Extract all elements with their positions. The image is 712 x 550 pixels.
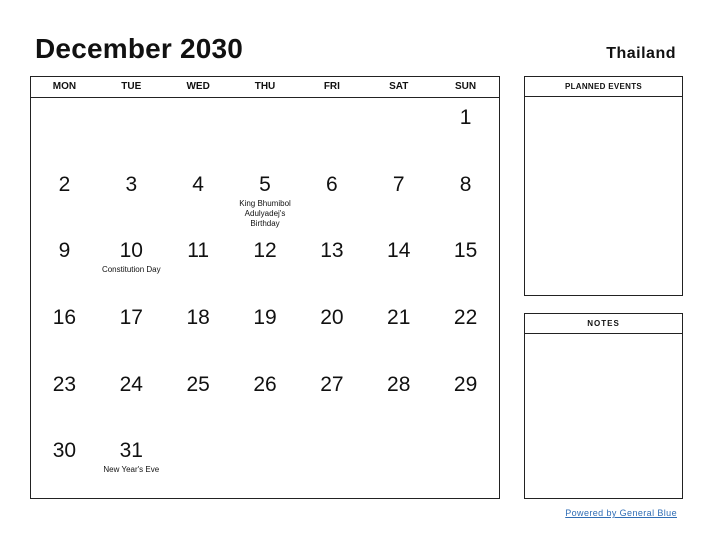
day-number: 7 (392, 172, 405, 196)
day-cell (432, 165, 499, 232)
day-cell (31, 431, 98, 498)
day-cell (432, 231, 499, 298)
day-cell (165, 365, 232, 432)
day-number: 17 (119, 306, 143, 330)
calendar-week-row (31, 231, 499, 298)
day-number: 11 (187, 239, 210, 263)
empty-day-cell (31, 98, 98, 165)
day-number: 23 (52, 372, 77, 396)
day-cell (365, 298, 432, 365)
powered-by-link[interactable]: Powered by General Blue (565, 508, 677, 518)
day-number: 6 (326, 172, 338, 196)
day-cell (232, 298, 299, 365)
weekday-fri: FRI (323, 81, 340, 92)
day-cell (31, 365, 98, 432)
empty-day-cell (165, 98, 232, 165)
day-cell (31, 165, 98, 232)
day-cell (165, 298, 232, 365)
empty-day-cell (365, 431, 432, 498)
day-number: 9 (58, 239, 71, 263)
day-number: 1 (459, 106, 472, 129)
day-cell (432, 98, 499, 165)
day-number: 2 (58, 172, 71, 196)
day-number: 4 (192, 172, 204, 196)
empty-day-cell (298, 98, 365, 165)
day-number: 8 (459, 172, 472, 196)
day-number: 31 (119, 439, 143, 463)
day-number: 20 (320, 306, 344, 330)
empty-day-cell (232, 98, 299, 165)
day-number: 27 (320, 372, 344, 396)
day-number: 26 (253, 372, 277, 396)
day-cell (298, 365, 365, 432)
weekday-mon: MON (52, 81, 77, 92)
day-number: 13 (320, 239, 344, 263)
empty-day-cell (432, 431, 499, 498)
day-cell (31, 231, 98, 298)
planned-events-panel (524, 76, 683, 296)
planned-events-header: PLANNED EVENTS (525, 77, 682, 97)
day-number: 10 (119, 239, 143, 263)
day-cell (365, 165, 432, 232)
day-cell (98, 298, 165, 365)
day-cell (298, 231, 365, 298)
calendar-grid (30, 76, 500, 499)
country-label: Thailand (606, 45, 676, 62)
day-number: 12 (253, 239, 277, 263)
day-number: 14 (387, 239, 411, 263)
day-cell (298, 298, 365, 365)
calendar-weeks (31, 98, 499, 498)
day-cell (98, 365, 165, 432)
day-cell (98, 231, 165, 298)
day-number: 29 (453, 372, 478, 396)
empty-day-cell (232, 431, 299, 498)
day-cell (232, 165, 299, 232)
day-cell (165, 165, 232, 232)
day-number: 24 (119, 372, 143, 396)
day-number: 18 (186, 306, 210, 330)
empty-day-cell (98, 98, 165, 165)
calendar-week-row (31, 165, 499, 232)
day-cell (98, 431, 165, 498)
day-cell (232, 365, 299, 432)
day-number: 28 (387, 372, 411, 396)
day-cell (165, 231, 232, 298)
holiday-label: Constitution Day (101, 265, 161, 275)
empty-day-cell (165, 431, 232, 498)
day-cell (365, 365, 432, 432)
day-cell (232, 231, 299, 298)
day-number: 30 (52, 439, 77, 463)
notes-panel (524, 313, 683, 499)
day-number: 3 (125, 172, 138, 196)
day-number: 15 (453, 239, 478, 263)
day-cell (298, 165, 365, 232)
weekday-sat: SAT (389, 81, 409, 92)
calendar-week-row (31, 98, 499, 165)
calendar-week-row (31, 431, 499, 498)
weekday-tue: TUE (121, 81, 142, 92)
calendar-week-row (31, 298, 499, 365)
calendar-week-row (31, 365, 499, 432)
day-cell (432, 365, 499, 432)
weekday-thu: THU (254, 81, 276, 92)
weekday-header-row (31, 77, 499, 98)
day-number: 25 (186, 372, 210, 396)
day-number: 5 (259, 172, 271, 196)
notes-header: NOTES (525, 314, 682, 334)
day-cell (98, 165, 165, 232)
day-number: 22 (453, 306, 478, 330)
empty-day-cell (365, 98, 432, 165)
day-cell (31, 298, 98, 365)
day-cell (365, 231, 432, 298)
holiday-label: New Year's Eve (103, 465, 160, 475)
weekday-wed: WED (186, 81, 210, 92)
weekday-sun: SUN (455, 81, 477, 92)
holiday-label: King Bhumibol Adulyadej's Birthday (239, 198, 291, 228)
empty-day-cell (298, 431, 365, 498)
page-title: December 2030 (35, 33, 244, 64)
day-number: 21 (387, 306, 411, 330)
day-number: 19 (253, 306, 277, 330)
day-cell (432, 298, 499, 365)
day-number: 16 (52, 306, 77, 330)
